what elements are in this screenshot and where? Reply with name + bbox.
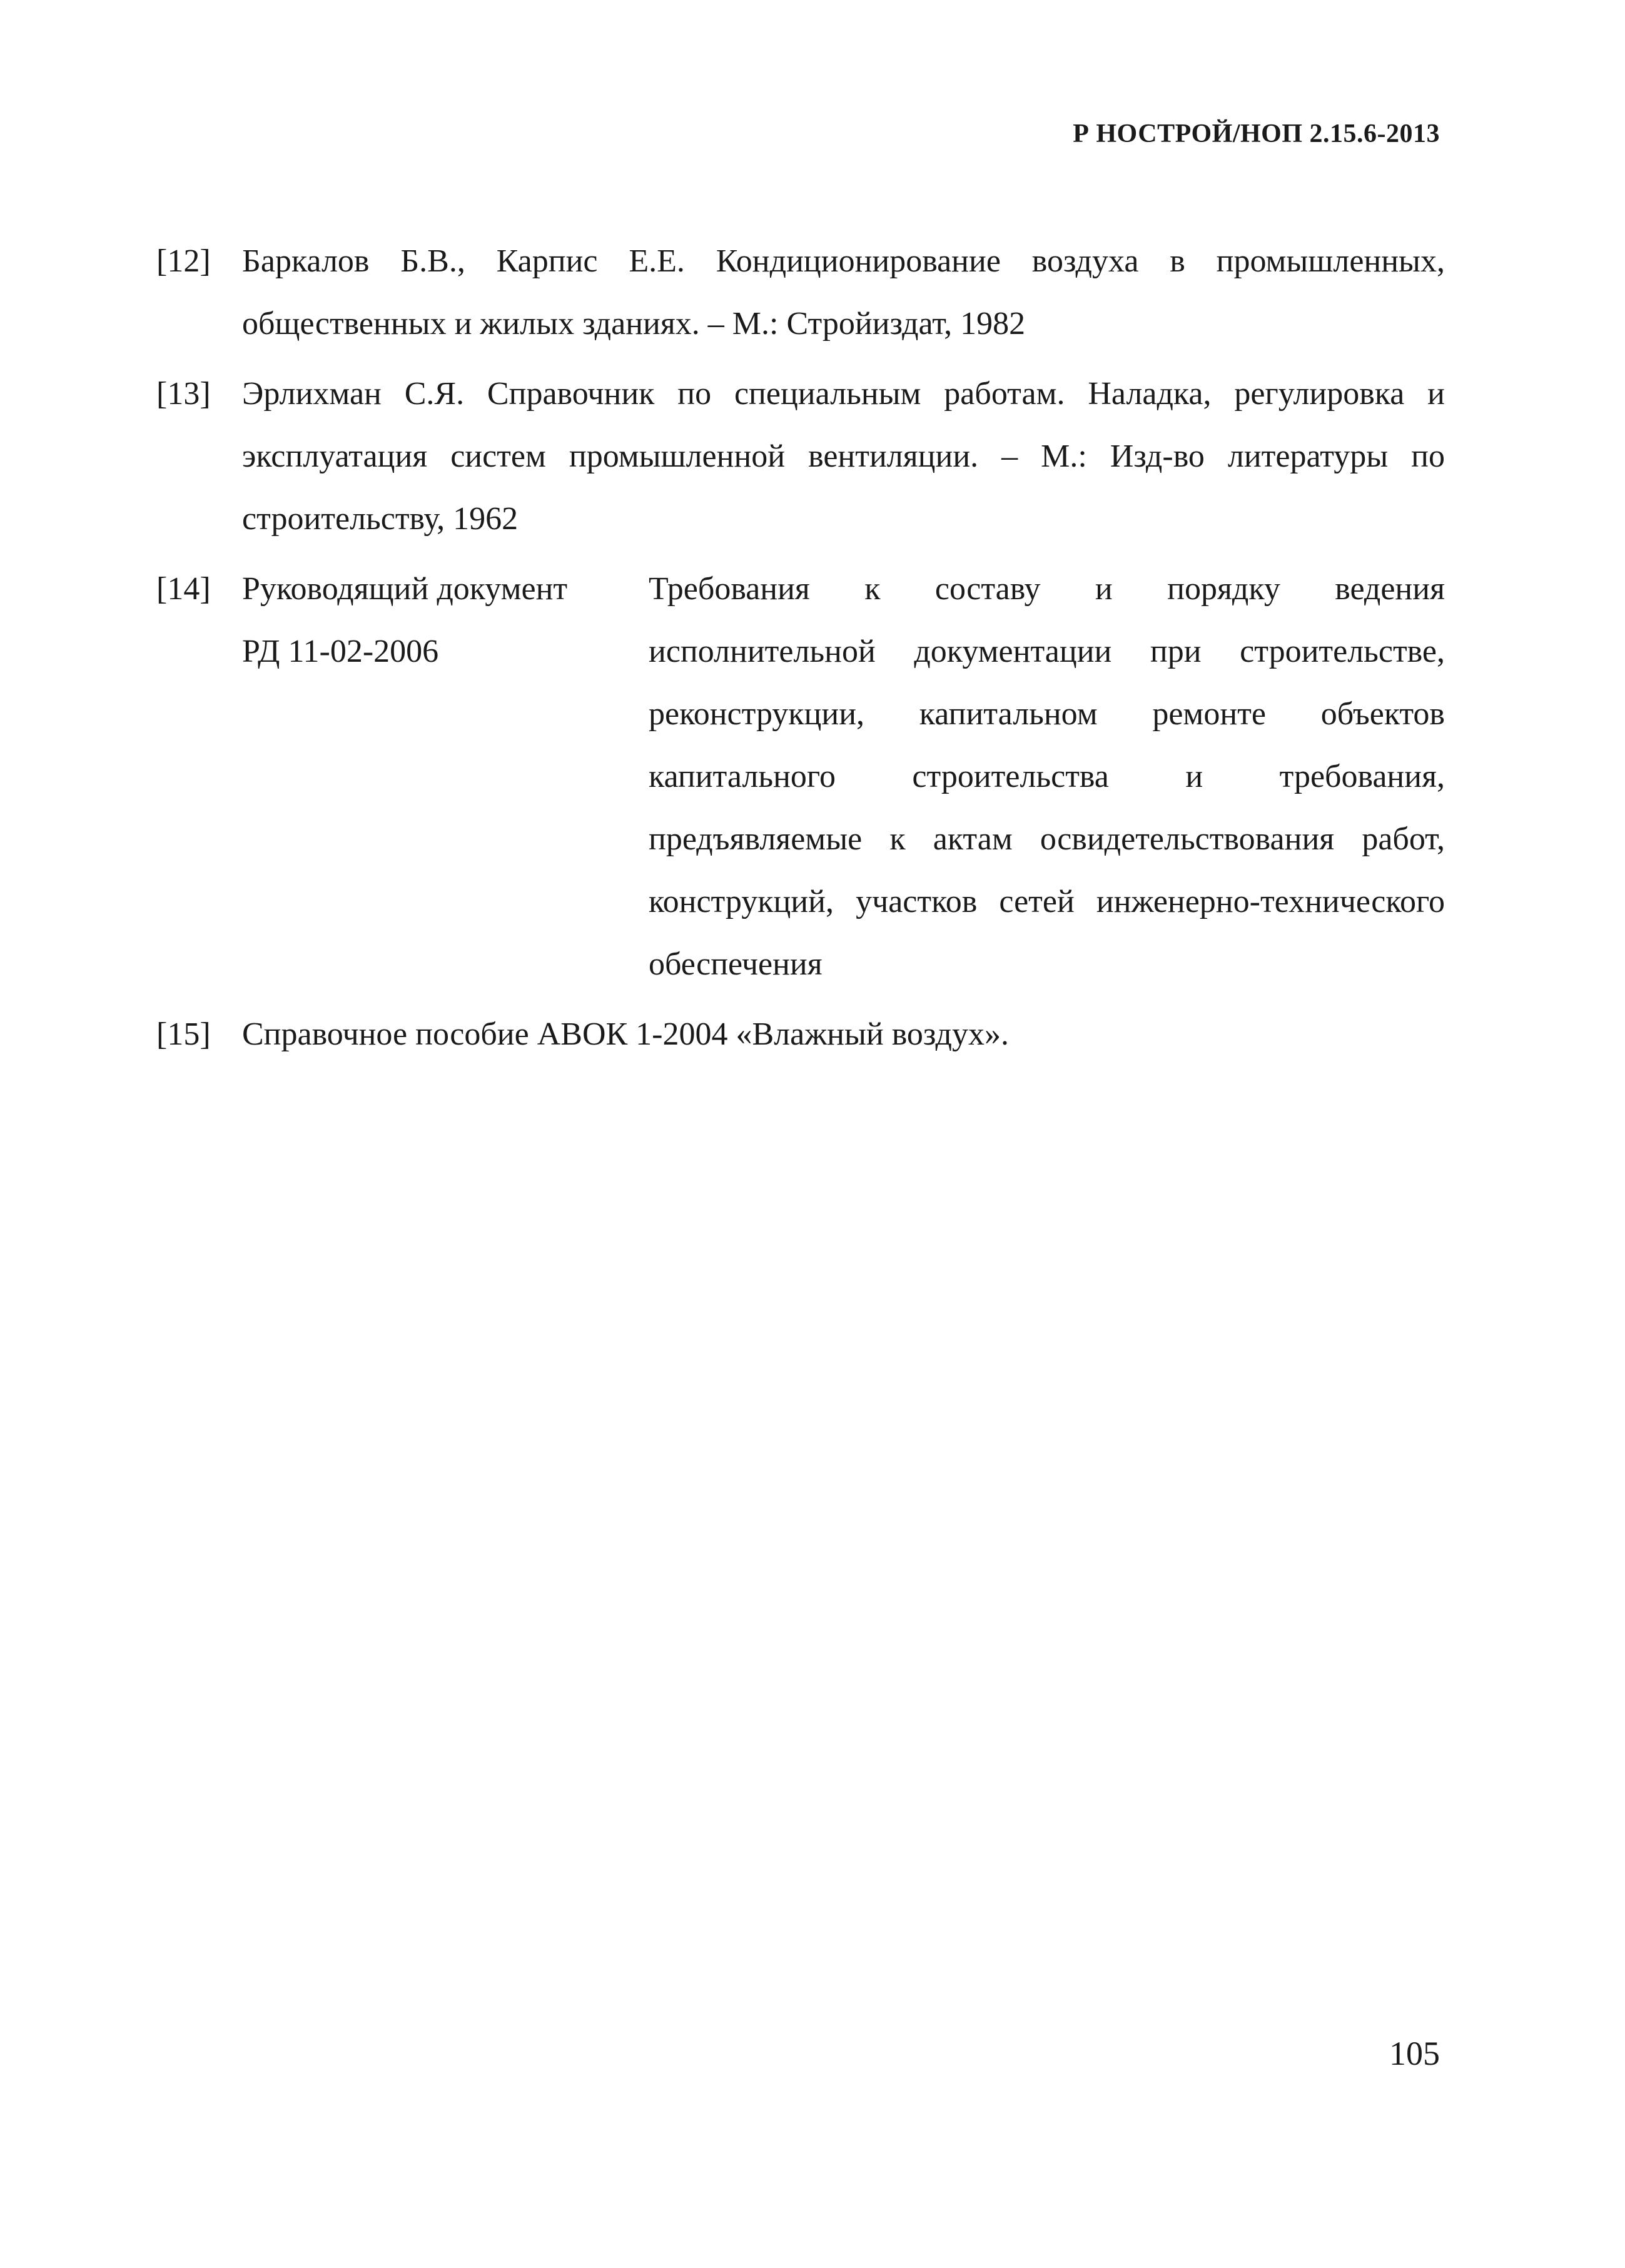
reference-split-body: [242, 558, 1445, 996]
reference-number: [14]: [156, 571, 211, 607]
reference-item-13: [156, 363, 1445, 550]
reference-document: [242, 558, 649, 996]
reference-doc-title: Требования к составу и порядку ведения исполнительной документации при строительстве, реконструкции, капитальном ремонте объектов капитального строительства и требования, предъявляемые к актам освидетельствования работ, конструкций, участков сетей инженерно-технического обеспечения: [649, 571, 1445, 982]
reference-doc-type: Руководящий документ: [242, 571, 568, 607]
reference-item-14: [156, 558, 1445, 996]
reference-item-15: [156, 1003, 1445, 1066]
document-code-header: Р НОСТРОЙ/НОП 2.15.6-2013: [1073, 119, 1440, 148]
reference-list: [156, 230, 1445, 1073]
reference-text: Эрлихман С.Я. Справочник по специальным работам. Наладка, регулировка и эксплуатация систем промышленной вентиляции. – М.: Изд-во литературы по строительству, 1962: [242, 376, 1445, 537]
reference-text: Баркалов Б.В., Карпис Е.Е. Кондиционирование воздуха в промышленных, общественных и жилых зданиях. – М.: Стройиздат, 1982: [242, 243, 1445, 342]
reference-number: [13]: [156, 376, 211, 412]
reference-doc-id: РД 11-02-2006: [242, 634, 439, 669]
reference-item-12: [156, 230, 1445, 355]
reference-number: [12]: [156, 243, 211, 279]
reference-number: [15]: [156, 1016, 211, 1052]
page-number: 105: [1389, 2035, 1440, 2072]
reference-text: Справочное пособие АВОК 1-2004 «Влажный воздух».: [242, 1016, 1009, 1052]
